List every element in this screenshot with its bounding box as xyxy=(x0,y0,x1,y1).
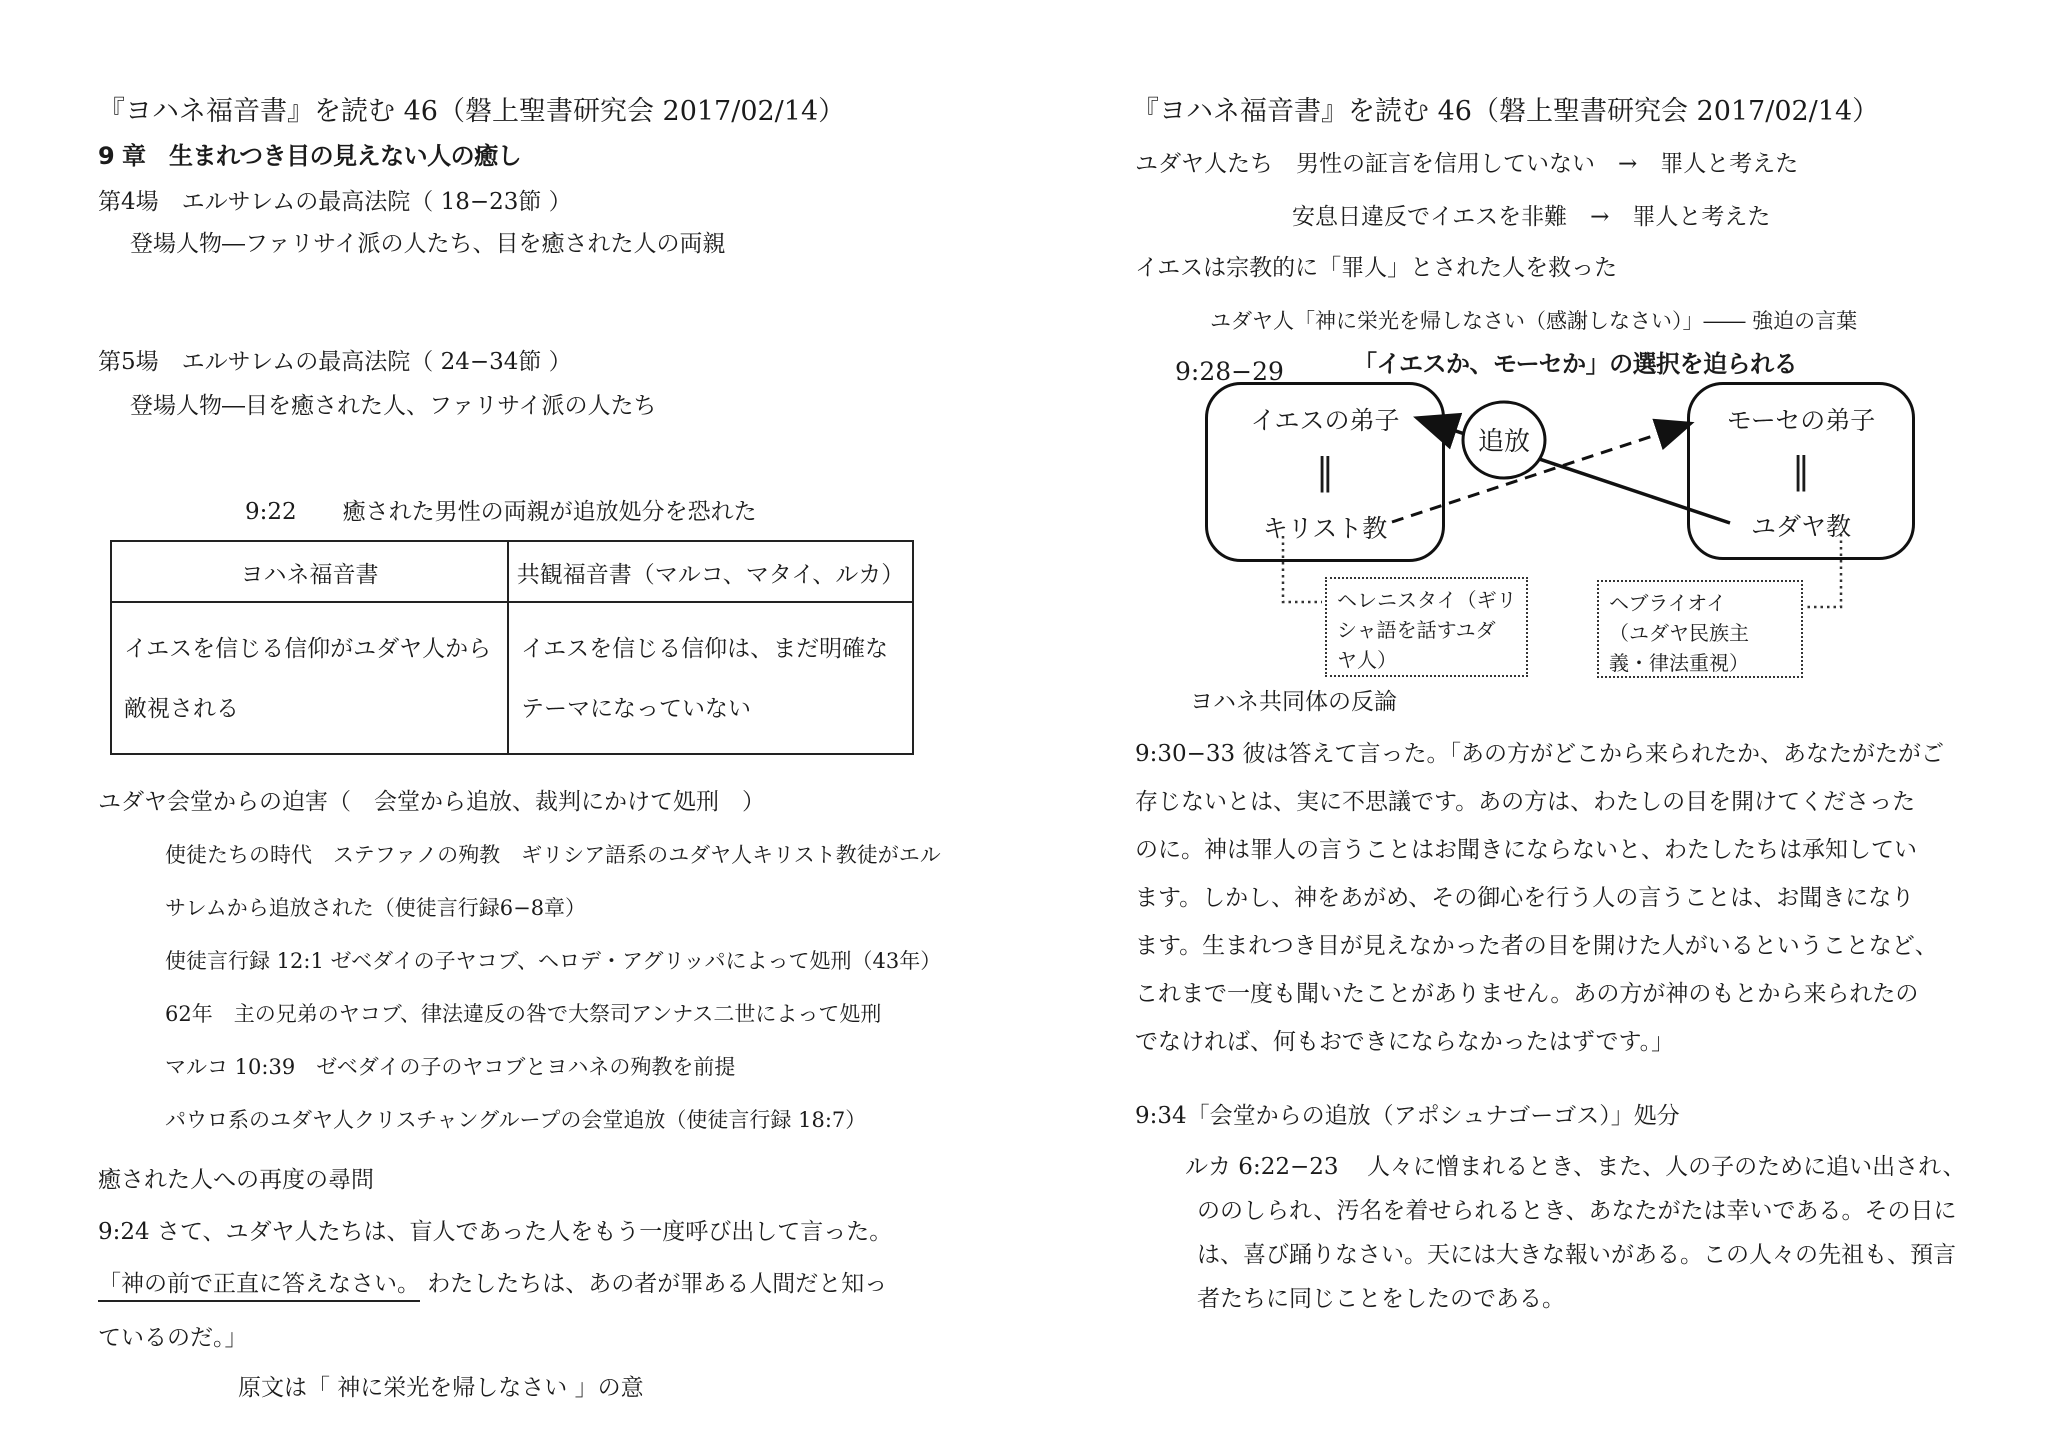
verse-9-30-line: ます。生まれつき目が見えなかった者の目を開けた人がいるということなど、 xyxy=(1135,933,1938,959)
coercion-note: ユダヤ人「神に栄光を帰しなさい（感謝しなさい）」―― 強迫の言葉 xyxy=(1210,309,1858,333)
verse-9-24-line3: ているのだ。」 xyxy=(98,1325,248,1351)
persecution-item: パウロ系のユダヤ人クリスチャングループの会堂追放（使徒言行録 18:7） xyxy=(165,1108,867,1132)
persecution-heading: ユダヤ会堂からの迫害（ 会堂から追放、裁判にかけて処刑 ） xyxy=(98,789,765,815)
hellenist-note-box: ヘレニスタイ（ギリ シャ語を話すユダ ヤ人） xyxy=(1325,577,1528,677)
scene5-cast: 登場人物―目を癒された人、ファリサイ派の人たち xyxy=(130,393,657,419)
equals-mark: ‖ xyxy=(1316,452,1334,493)
verse-9-24-line2: 「神の前で正直に答えなさい。 わたしたちは、あの者が罪ある人間だと知っ xyxy=(98,1270,887,1299)
verse-9-30-line: 9:30−33 彼は答えて言った。「あの方がどこから来られたか、あなたがたがご xyxy=(1135,741,1944,767)
luke-line: ののしられ、汚名を着せられるとき、あなたがたは幸いである。その日に xyxy=(1197,1198,1957,1224)
page-title-left: 『ヨハネ福音書』を読む 46（磐上聖書研究会 2017/02/14） xyxy=(98,96,846,127)
verse-9-28-label: 9:28−29 xyxy=(1175,357,1284,386)
luke-line: 人々に憎まれるとき、また、人の子のために追い出され、 xyxy=(1367,1154,1966,1180)
luke-line: は、喜び踊りなさい。天には大きな報いがある。この人々の先祖も、預言 xyxy=(1197,1242,1956,1268)
verse-9-30-line: ます。しかし、神をあがめ、その御心を行う人の言うことは、お聞きになり xyxy=(1135,885,1915,911)
verse-9-22-note: 9:22 癒された男性の両親が追放処分を恐れた xyxy=(245,499,757,525)
box-label: イエスの弟子 xyxy=(1250,406,1400,435)
intro-line: 安息日違反でイエスを非難 → 罪人と考えた xyxy=(1292,204,1771,230)
verse-9-24-line1: 9:24 さて、ユダヤ人たちは、盲人であった人をもう一度呼び出して言った。 xyxy=(98,1219,893,1245)
gloss-note: 原文は「 神に栄光を帰しなさい 」の意 xyxy=(238,1375,644,1401)
verse-9-34-line: 9:34「会堂からの追放（アポシュナゴーゴス）」処分 xyxy=(1135,1103,1680,1129)
scene4-cast: 登場人物―ファリサイ派の人たち、目を癒された人の両親 xyxy=(130,231,726,257)
underlined-quote: 「神の前で正直に答えなさい。 xyxy=(98,1271,420,1302)
table-cell-john: イエスを信じる信仰がユダヤ人から 敵視される xyxy=(112,603,509,753)
table-header-synoptic: 共観福音書（マルコ、マタイ、ルカ） xyxy=(509,542,912,603)
chapter-heading: 9 章 生まれつき目の見えない人の癒し xyxy=(98,142,522,170)
page-title-right: 『ヨハネ福音書』を読む 46（磐上聖書研究会 2017/02/14） xyxy=(1132,96,1880,127)
gospel-comparison-table xyxy=(110,540,914,755)
verse-9-30-line: のに。神は罪人の言うことはお聞きにならないと、わたしたちは承知してい xyxy=(1135,837,1917,863)
choice-heading: 「イエスか、モーセか」の選択を迫られる xyxy=(1353,350,1798,378)
equals-mark: ‖ xyxy=(1792,451,1810,492)
box-label: ユダヤ教 xyxy=(1750,512,1851,541)
luke-reference: ルカ 6:22−23 xyxy=(1185,1154,1339,1180)
intro-line: ユダヤ人たち 男性の証言を信用していない → 罪人と考えた xyxy=(1135,151,1799,177)
expulsion-label: 追放 xyxy=(1477,427,1530,457)
verse-9-30-line: これまで一度も聞いたことがありません。あの方が神のもとから来られたの xyxy=(1135,981,1919,1007)
persecution-item: サレムから追放された（使徒言行録6−8章） xyxy=(165,896,587,920)
moses-disciples-box xyxy=(1687,382,1915,560)
luke-line: 者たちに同じことをしたのである。 xyxy=(1197,1286,1565,1312)
requestion-heading: 癒された人への再度の尋問 xyxy=(98,1167,374,1193)
persecution-item: 使徒言行録 12:1 ゼベダイの子ヤコブ、ヘロデ・アグリッパによって処刑（43年） xyxy=(165,949,942,973)
verse-9-30-line: 存じないとは、実に不思議です。あの方は、わたしの目を開けてくださった xyxy=(1135,789,1916,815)
rebuttal-heading: ヨハネ共同体の反論 xyxy=(1190,689,1397,715)
hebraioi-note-box: ヘブライオイ （ユダヤ民族主 義・律法重視） xyxy=(1597,580,1803,678)
persecution-item: 62年 主の兄弟のヤコブ、律法違反の咎で大祭司アンナス二世によって処刑 xyxy=(165,1002,882,1026)
persecution-item: マルコ 10:39 ゼベダイの子のヤコブとヨハネの殉教を前提 xyxy=(165,1055,736,1079)
table-cell-synoptic: イエスを信じる信仰は、まだ明確な テーマになっていない xyxy=(521,636,889,722)
intro-line: イエスは宗教的に「罪人」とされた人を救った xyxy=(1135,255,1618,281)
scene4-heading: 第4場 エルサレムの最高法院（ 18−23節 ） xyxy=(98,189,572,215)
persecution-item: 使徒たちの時代 ステファノの殉教 ギリシア語系のユダヤ人キリスト教徒がエル xyxy=(165,843,941,867)
verse-9-30-line: でなければ、何もおできにならなかったはずです。」 xyxy=(1135,1029,1675,1055)
jesus-disciples-box xyxy=(1205,382,1445,562)
table-header-john: ヨハネ福音書 xyxy=(112,542,509,603)
box-label: キリスト教 xyxy=(1262,514,1388,543)
scene5-heading: 第5場 エルサレムの最高法院（ 24−34節 ） xyxy=(98,349,572,375)
box-label: モーセの弟子 xyxy=(1726,406,1876,435)
